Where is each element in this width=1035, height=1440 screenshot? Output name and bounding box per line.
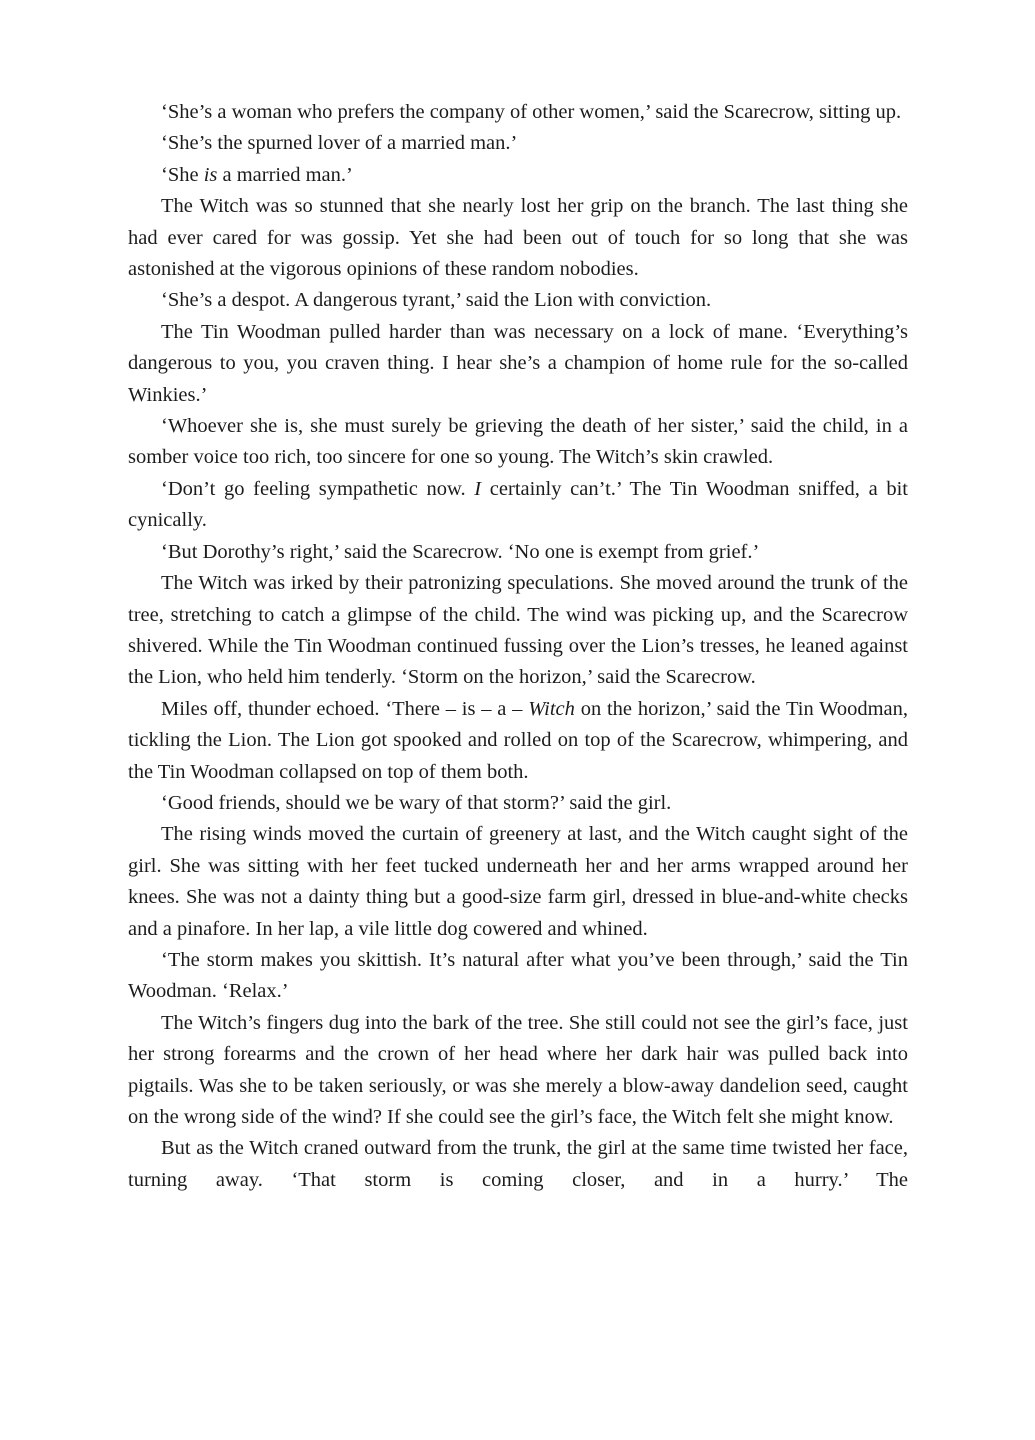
text-run: The Witch was irked by their patronizing speculations. She moved around the trunk of the tree, stretching to catch a glimpse of the child. The wind was picking up, and the Scarecrow shivered. While the Tin Woodman continued fussing over the Lion’s tresses, he leaned against the Lion, who held him tenderly. ‘Storm on the horizon,’ said the Scarecrow. [128, 572, 908, 689]
text-run: ‘She’s a woman who prefers the company of other women,’ said the Scarecrow, sitting up. [161, 101, 902, 123]
book-page-body [128, 97, 908, 1196]
italic-run: is [203, 163, 218, 186]
text-run: The rising winds moved the curtain of greenery at last, and the Witch caught sight of the girl. She was sitting with her feet tucked underneath her and her arms wrapped around her knees. She was not a dainty thing but a good-size farm girl, dressed in blue-and-white checks and a pinafore. In her lap, a vile little dog cowered and whined. [128, 823, 908, 940]
text-run: ‘Good friends, should we be wary of that storm?’ said the girl. [161, 791, 672, 814]
paragraph [128, 474, 908, 537]
paragraph [128, 317, 908, 411]
text-run: ‘Whoever she is, she must surely be grieving the death of her sister,’ said the child, in a somber voice too rich, too sincere for one so young. The Witch’s skin crawled. [128, 415, 908, 469]
text-run: certainly can’t.’ The Tin Woodman sniffed, a bit cynically. [128, 477, 908, 532]
paragraph [128, 160, 908, 191]
paragraph [128, 537, 908, 568]
italic-run: Witch [528, 697, 575, 720]
text-run: The Witch’s fingers dug into the bark of the tree. She still could not see the girl’s face, just her strong forearms and the crown of her head where her dark hair was pulled back into pigtails. Was she to be taken seriously, or was she merely a blow-away dandelion seed, caught on the wrong side of the wind? If she could see the girl’s face, the Witch felt she might know. [128, 1011, 908, 1128]
text-run: Miles off, thunder echoed. ‘There – is – a – [161, 697, 529, 720]
paragraph [128, 97, 908, 128]
paragraph [128, 411, 908, 474]
paragraph [128, 1133, 908, 1196]
text-run: ‘Don’t go feeling sympathetic now. [161, 477, 475, 500]
paragraph [128, 819, 908, 945]
text-run: a married man.’ [217, 163, 353, 186]
text-run: ‘She [161, 163, 204, 186]
italic-run: I [474, 477, 482, 500]
text-run: on the horizon,’ said the Tin Woodman, tickling the Lion. The Lion got spooked and rolled on top of the Scarecrow, whimpering, and the Tin Woodman collapsed on top of them both. [128, 697, 908, 783]
text-run: The Witch was so stunned that she nearly lost her grip on the branch. The last thing she had ever cared for was gossip. Yet she had been out of touch for so long that she was astonished at the vigorous opinions of these random nobodies. [128, 195, 908, 281]
paragraph [128, 191, 908, 285]
paragraph [128, 945, 908, 1008]
text-run: ‘She’s a despot. A dangerous tyrant,’ said the Lion with conviction. [161, 289, 712, 312]
text-run: The Tin Woodman pulled harder than was necessary on a lock of mane. ‘Everything’s dangerous to you, you craven thing. I hear she’s a champion of home rule for the so-called Winkies.’ [128, 320, 908, 406]
paragraph [128, 1008, 908, 1134]
text-run: ‘She’s the spurned lover of a married man.’ [161, 132, 518, 155]
paragraph [128, 128, 908, 159]
text-run: ‘But Dorothy’s right,’ said the Scarecrow. ‘No one is exempt from grief.’ [161, 540, 760, 563]
text-run: But as the Witch craned outward from the trunk, the girl at the same time twisted her face, turning away. ‘That storm is coming closer, and in a hurry.’ The [128, 1137, 908, 1191]
paragraph [128, 788, 908, 819]
paragraph [128, 568, 908, 694]
paragraph [128, 285, 908, 316]
text-run: ‘The storm makes you skittish. It’s natural after what you’ve been through,’ said the Tin Woodman. ‘Relax.’ [128, 948, 908, 1003]
paragraph [128, 694, 908, 788]
